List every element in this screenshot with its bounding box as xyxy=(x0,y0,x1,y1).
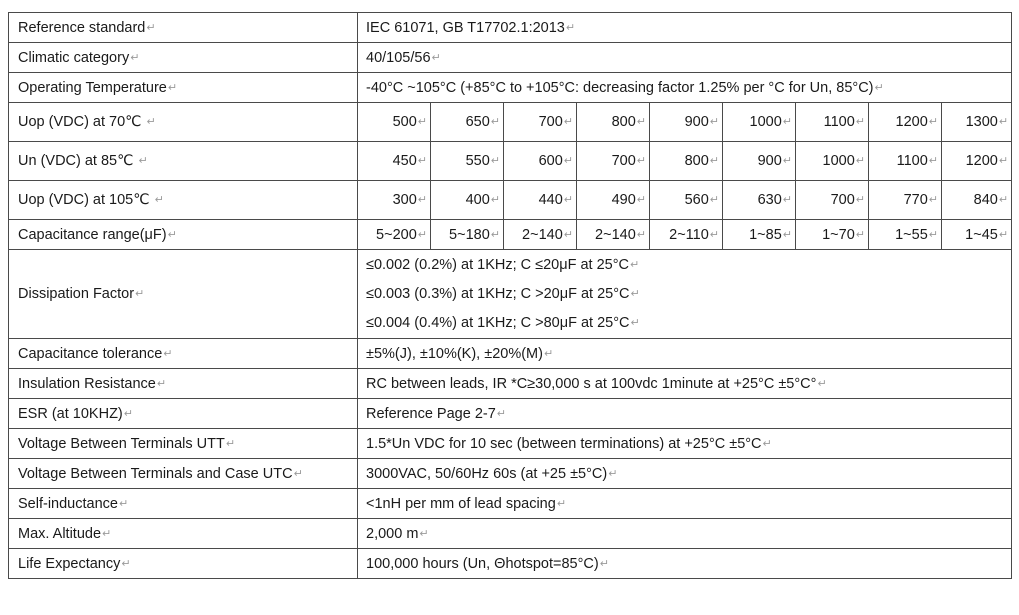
return-arrow-icon: ↵ xyxy=(563,155,573,167)
row-label xyxy=(9,429,358,459)
value-text: 2,000 m xyxy=(366,525,419,542)
cell-value: 300 xyxy=(392,192,417,208)
return-arrow-icon: ↵ xyxy=(874,81,884,94)
voltage-cell xyxy=(796,103,869,142)
cell-value: 5~180 xyxy=(449,226,490,243)
row-insulation-resistance xyxy=(9,369,1012,399)
row-max-altitude xyxy=(9,519,1012,549)
voltage-cell xyxy=(358,103,431,142)
voltage-cell xyxy=(431,181,504,220)
voltage-cell xyxy=(723,103,796,142)
return-arrow-icon: ↵ xyxy=(998,194,1009,206)
return-arrow-icon: ↵ xyxy=(709,116,719,128)
row-label xyxy=(9,220,358,250)
return-arrow-icon: ↵ xyxy=(630,258,640,271)
cell-value: 440 xyxy=(538,192,563,208)
row-label xyxy=(9,43,358,73)
row-un-85 xyxy=(9,142,1012,181)
cell-value: 450 xyxy=(392,153,417,169)
row-value xyxy=(358,489,1012,519)
cell-value: 1~70 xyxy=(822,226,855,243)
cell-value: 560 xyxy=(684,192,709,208)
cell-value: 2~140 xyxy=(595,226,636,243)
capacitance-cell xyxy=(869,220,942,250)
cell-value: 500 xyxy=(392,114,417,130)
return-arrow-icon: ↵ xyxy=(563,194,573,206)
return-arrow-icon: ↵ xyxy=(496,407,506,420)
capacitance-cell xyxy=(431,220,504,250)
cell-value: 1300 xyxy=(965,114,998,130)
row-label xyxy=(9,142,358,181)
cell-value: 1000 xyxy=(822,153,855,169)
return-arrow-icon: ↵ xyxy=(928,228,938,241)
cell-value: 800 xyxy=(684,153,709,169)
cell-value: 900 xyxy=(757,153,782,169)
return-arrow-icon: ↵ xyxy=(608,467,618,480)
cell-value: 2~140 xyxy=(522,226,563,243)
voltage-cell xyxy=(504,142,577,181)
label-text: Voltage Between Terminals UTT xyxy=(18,435,225,452)
value-text: RC between leads, IR *C≥30,000 s at 100vdc 1minute at +25°C ±5°C° xyxy=(366,375,817,392)
return-arrow-icon: ↵ xyxy=(563,116,573,128)
cell-value: 700 xyxy=(538,114,563,130)
return-arrow-icon: ↵ xyxy=(431,51,441,64)
spec-table-container xyxy=(8,12,1011,579)
row-value xyxy=(358,13,1012,43)
voltage-cell xyxy=(650,181,723,220)
value-text: ±5%(J), ±10%(K), ±20%(M) xyxy=(366,345,543,362)
voltage-cell xyxy=(869,181,942,220)
return-arrow-icon: ↵ xyxy=(709,155,719,167)
voltage-cell xyxy=(942,103,1012,142)
row-label xyxy=(9,519,358,549)
return-arrow-icon: ↵ xyxy=(167,228,177,241)
cell-value: 1~85 xyxy=(749,226,782,243)
cell-value: 700 xyxy=(830,192,855,208)
cell-value: 700 xyxy=(611,153,636,169)
return-arrow-icon: ↵ xyxy=(855,116,865,128)
row-label xyxy=(9,181,358,220)
return-arrow-icon: ↵ xyxy=(123,407,133,420)
return-arrow-icon: ↵ xyxy=(543,347,554,360)
return-arrow-icon: ↵ xyxy=(855,155,865,167)
return-arrow-icon: ↵ xyxy=(599,557,609,570)
value-text: ≤0.003 (0.3%) at 1KHz; C >20μF at 25°C xyxy=(366,285,630,302)
cell-value: 400 xyxy=(465,192,490,208)
return-arrow-icon: ↵ xyxy=(135,288,145,300)
voltage-cell xyxy=(358,181,431,220)
return-arrow-icon: ↵ xyxy=(709,194,719,206)
return-arrow-icon: ↵ xyxy=(762,437,772,450)
return-arrow-icon: ↵ xyxy=(855,194,865,206)
return-arrow-icon: ↵ xyxy=(417,194,427,206)
voltage-cell xyxy=(431,142,504,181)
cell-value: 1100 xyxy=(896,153,928,169)
row-self-inductance xyxy=(9,489,1012,519)
row-value xyxy=(358,250,1012,339)
row-value xyxy=(358,43,1012,73)
row-voltage-utt xyxy=(9,429,1012,459)
spec-table xyxy=(8,12,1012,579)
cell-value: 5~200 xyxy=(376,226,417,243)
row-label xyxy=(9,399,358,429)
return-arrow-icon: ↵ xyxy=(782,116,792,128)
voltage-cell xyxy=(796,142,869,181)
dissipation-line xyxy=(366,251,1005,280)
voltage-cell xyxy=(796,181,869,220)
value-text: <1nH per mm of lead spacing xyxy=(366,495,556,512)
cell-value: 2~110 xyxy=(669,226,709,243)
return-arrow-icon: ↵ xyxy=(121,557,131,570)
row-esr xyxy=(9,399,1012,429)
return-arrow-icon: ↵ xyxy=(154,194,164,206)
capacitance-cell xyxy=(650,220,723,250)
return-arrow-icon: ↵ xyxy=(163,347,173,360)
dissipation-line xyxy=(366,280,1005,309)
voltage-cell xyxy=(650,103,723,142)
voltage-cell xyxy=(869,103,942,142)
return-arrow-icon: ↵ xyxy=(490,194,500,206)
row-uop-105 xyxy=(9,181,1012,220)
return-arrow-icon: ↵ xyxy=(146,21,156,34)
return-arrow-icon: ↵ xyxy=(225,437,236,450)
cell-value: 630 xyxy=(757,192,782,208)
cell-value: 1200 xyxy=(895,114,928,130)
dissipation-line xyxy=(366,309,1005,338)
return-arrow-icon: ↵ xyxy=(928,116,938,128)
return-arrow-icon: ↵ xyxy=(998,116,1009,128)
voltage-cell xyxy=(942,142,1012,181)
label-text: Capacitance range(μF) xyxy=(18,226,167,243)
row-label xyxy=(9,103,358,142)
capacitance-cell xyxy=(358,220,431,250)
return-arrow-icon: ↵ xyxy=(782,194,792,206)
cell-value: 800 xyxy=(611,114,636,130)
row-label xyxy=(9,549,358,579)
row-label xyxy=(9,13,358,43)
row-label xyxy=(9,459,358,489)
capacitance-cell xyxy=(796,220,869,250)
row-capacitance-tolerance xyxy=(9,339,1012,369)
voltage-cell xyxy=(723,181,796,220)
cell-value: 1000 xyxy=(749,114,782,130)
label-text: Uop (VDC) at 105℃ xyxy=(18,192,150,208)
value-text: 3000VAC, 50/60Hz 60s (at +25 ±5°C) xyxy=(366,465,608,482)
label-text: Life Expectancy xyxy=(18,555,121,572)
row-label xyxy=(9,369,358,399)
return-arrow-icon: ↵ xyxy=(998,155,1009,167)
row-label xyxy=(9,489,358,519)
row-value xyxy=(358,459,1012,489)
cell-value: 770 xyxy=(903,192,928,208)
return-arrow-icon: ↵ xyxy=(630,287,640,300)
return-arrow-icon: ↵ xyxy=(709,228,719,241)
return-arrow-icon: ↵ xyxy=(782,228,792,241)
row-voltage-utc xyxy=(9,459,1012,489)
label-text: Voltage Between Terminals and Case UTC xyxy=(18,465,293,482)
return-arrow-icon: ↵ xyxy=(490,228,500,241)
cell-value: 490 xyxy=(611,192,636,208)
row-reference-standard xyxy=(9,13,1012,43)
label-text: Max. Altitude xyxy=(18,525,102,542)
return-arrow-icon: ↵ xyxy=(556,497,567,510)
return-arrow-icon: ↵ xyxy=(782,155,792,167)
row-label xyxy=(9,339,358,369)
label-text: Uop (VDC) at 70℃ xyxy=(18,114,142,130)
label-text: Capacitance tolerance xyxy=(18,345,163,362)
voltage-cell xyxy=(358,142,431,181)
voltage-cell xyxy=(504,181,577,220)
capacitance-cell xyxy=(577,220,650,250)
return-arrow-icon: ↵ xyxy=(417,228,427,241)
cell-value: 900 xyxy=(684,114,709,130)
row-value xyxy=(358,429,1012,459)
row-climatic-category xyxy=(9,43,1012,73)
return-arrow-icon: ↵ xyxy=(855,228,865,241)
cell-value: 650 xyxy=(465,114,490,130)
label-text: Un (VDC) at 85℃ xyxy=(18,153,134,169)
row-life-expectancy xyxy=(9,549,1012,579)
return-arrow-icon: ↵ xyxy=(636,194,646,206)
return-arrow-icon: ↵ xyxy=(138,155,148,167)
cell-value: 1~45 xyxy=(965,226,998,243)
value-text: ≤0.002 (0.2%) at 1KHz; C ≤20μF at 25°C xyxy=(366,256,629,273)
row-capacitance-range xyxy=(9,220,1012,250)
return-arrow-icon: ↵ xyxy=(928,194,938,206)
voltage-cell xyxy=(577,142,650,181)
capacitance-cell xyxy=(504,220,577,250)
row-value xyxy=(358,399,1012,429)
return-arrow-icon: ↵ xyxy=(167,81,178,94)
row-value xyxy=(358,549,1012,579)
value-text: ≤0.004 (0.4%) at 1KHz; C >80μF at 25°C xyxy=(366,314,630,331)
return-arrow-icon: ↵ xyxy=(293,467,303,480)
return-arrow-icon: ↵ xyxy=(102,527,112,540)
row-value xyxy=(358,519,1012,549)
cell-value: 550 xyxy=(465,153,490,169)
return-arrow-icon: ↵ xyxy=(490,155,500,167)
row-value xyxy=(358,339,1012,369)
label-text: Self-inductance xyxy=(18,495,118,512)
return-arrow-icon: ↵ xyxy=(490,116,500,128)
row-uop-70 xyxy=(9,103,1012,142)
label-text: ESR (at 10KHZ) xyxy=(18,405,123,422)
label-text: Dissipation Factor xyxy=(18,286,135,302)
voltage-cell xyxy=(869,142,942,181)
label-text: Climatic category xyxy=(18,49,130,66)
return-arrow-icon: ↵ xyxy=(146,116,156,128)
return-arrow-icon: ↵ xyxy=(156,377,167,390)
row-label xyxy=(9,73,358,103)
voltage-cell xyxy=(504,103,577,142)
row-value xyxy=(358,73,1012,103)
value-text: 40/105/56 xyxy=(366,49,431,66)
row-dissipation-factor xyxy=(9,250,1012,339)
value-text: 100,000 hours (Un, Θhotspot=85°C) xyxy=(366,555,599,572)
return-arrow-icon: ↵ xyxy=(563,228,573,241)
return-arrow-icon: ↵ xyxy=(998,228,1009,241)
voltage-cell xyxy=(942,181,1012,220)
value-text: -40°C ~105°C (+85°C to +105°C: decreasing factor 1.25% per °C for Un, 85°C) xyxy=(366,79,874,96)
row-label xyxy=(9,250,358,339)
return-arrow-icon: ↵ xyxy=(630,316,640,329)
return-arrow-icon: ↵ xyxy=(636,155,646,167)
return-arrow-icon: ↵ xyxy=(817,377,827,390)
value-text: IEC 61071, GB T17702.1:2013 xyxy=(366,19,565,36)
value-text: Reference Page 2-7 xyxy=(366,405,496,422)
voltage-cell xyxy=(577,103,650,142)
cell-value: 1100 xyxy=(823,114,855,130)
return-arrow-icon: ↵ xyxy=(130,51,140,64)
row-operating-temperature xyxy=(9,73,1012,103)
return-arrow-icon: ↵ xyxy=(636,228,646,241)
return-arrow-icon: ↵ xyxy=(636,116,646,128)
return-arrow-icon: ↵ xyxy=(417,116,427,128)
label-text: Operating Temperature xyxy=(18,79,167,96)
value-text: 1.5*Un VDC for 10 sec (between terminations) at +25°C ±5°C xyxy=(366,435,762,452)
return-arrow-icon: ↵ xyxy=(118,497,129,510)
row-value xyxy=(358,369,1012,399)
return-arrow-icon: ↵ xyxy=(419,527,429,540)
return-arrow-icon: ↵ xyxy=(565,21,576,34)
capacitance-cell xyxy=(942,220,1012,250)
cell-value: 1200 xyxy=(965,153,998,169)
label-text: Insulation Resistance xyxy=(18,375,156,392)
voltage-cell xyxy=(577,181,650,220)
cell-value: 840 xyxy=(973,192,998,208)
return-arrow-icon: ↵ xyxy=(928,155,938,167)
cell-value: 600 xyxy=(538,153,563,169)
voltage-cell xyxy=(431,103,504,142)
capacitance-cell xyxy=(723,220,796,250)
label-text: Reference standard xyxy=(18,19,146,36)
voltage-cell xyxy=(650,142,723,181)
voltage-cell xyxy=(723,142,796,181)
cell-value: 1~55 xyxy=(895,226,928,243)
return-arrow-icon: ↵ xyxy=(417,155,427,167)
